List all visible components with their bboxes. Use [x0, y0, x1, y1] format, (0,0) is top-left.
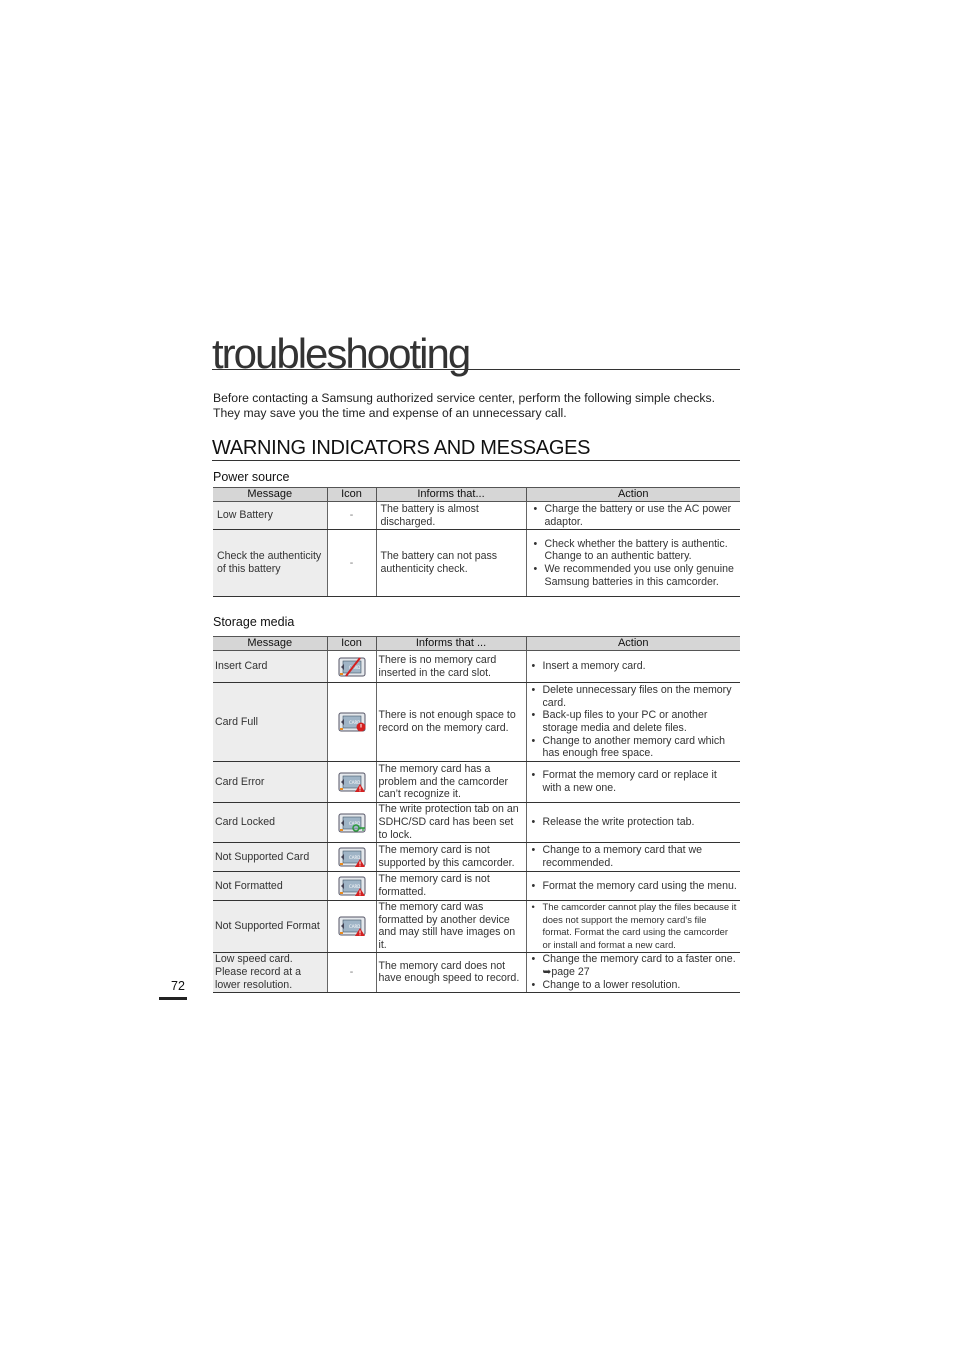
message-cell: Not Formatted: [213, 872, 327, 901]
icon-cell: [327, 683, 376, 762]
message-cell: Low speed card. Please record at a lower resolution.: [213, 952, 327, 992]
card-warning-icon: [338, 876, 366, 896]
icon-cell: [327, 651, 376, 683]
header-message: Message: [213, 488, 327, 502]
icon-cell: [327, 872, 376, 901]
action-item: • Charge the battery or use the AC power adaptor.: [531, 503, 739, 528]
action-item: • Change to a memory card that we recommended.: [529, 844, 739, 869]
message-cell: Card Full: [213, 683, 327, 762]
action-cell: [526, 530, 740, 597]
power-source-table: [213, 487, 740, 597]
title-rule: [212, 369, 740, 370]
page-title: troubleshooting: [212, 330, 470, 377]
storage-media-heading: Storage media: [213, 615, 295, 629]
message-cell: Insert Card: [213, 651, 327, 683]
table-row: [213, 901, 740, 953]
card-warning-icon: [338, 847, 366, 867]
action-cell: [526, 803, 740, 843]
informs-cell: There is no memory card inserted in the card slot.: [376, 651, 526, 683]
header-icon: Icon: [327, 488, 376, 502]
card-slash-icon: [338, 657, 366, 677]
icon-cell: [327, 762, 376, 803]
table-row: [213, 502, 740, 530]
card-full-icon: [338, 712, 366, 732]
icon-cell: [327, 901, 376, 953]
action-item: • We recommended you use only genuine Samsung batteries in this camcorder.: [531, 563, 739, 588]
table-row: [213, 872, 740, 901]
power-source-heading: Power source: [213, 470, 290, 484]
icon-cell: -: [327, 530, 376, 597]
informs-cell: The battery can not pass authenticity check.: [376, 530, 526, 597]
table-row: [213, 530, 740, 597]
informs-cell: The memory card is not supported by this camcorder.: [376, 843, 526, 872]
table-row: [213, 683, 740, 762]
page-number-bar: [159, 997, 187, 1000]
table-row: [213, 952, 740, 992]
header-informs: Informs that...: [376, 488, 526, 502]
table-row: [213, 843, 740, 872]
action-item: • Change to a lower resolution.: [529, 979, 739, 992]
informs-cell: The battery is almost discharged.: [376, 502, 526, 530]
action-item: • Change the memory card to a faster one. ➥page 27: [529, 953, 739, 978]
page-number: 72: [171, 979, 185, 993]
storage-media-table: [213, 636, 740, 993]
table-row: [213, 762, 740, 803]
informs-cell: The memory card was formatted by another device and may still have images on it.: [376, 901, 526, 953]
icon-cell: [327, 803, 376, 843]
action-item: • Delete unnecessary files on the memory card.: [529, 684, 739, 709]
action-cell: [526, 502, 740, 530]
action-item: • Check whether the battery is authentic. Change to an authentic battery.: [531, 538, 739, 563]
action-item: • Format the memory card or replace it with a new one.: [529, 769, 739, 794]
informs-cell: There is not enough space to record on the memory card.: [376, 683, 526, 762]
action-cell: [526, 952, 740, 992]
section-rule: [212, 460, 740, 461]
icon-cell: -: [327, 502, 376, 530]
message-cell: Low Battery: [213, 502, 327, 530]
action-item: • Insert a memory card.: [529, 660, 739, 673]
action-cell: [526, 872, 740, 901]
informs-cell: The memory card does not have enough speed to record.: [376, 952, 526, 992]
action-item: • Change to another memory card which has enough free space.: [529, 735, 739, 760]
action-cell: [526, 901, 740, 953]
header-informs: Informs that ...: [376, 637, 526, 651]
informs-cell: The memory card has a problem and the camcorder can’t recognize it.: [376, 762, 526, 803]
message-cell: Card Locked: [213, 803, 327, 843]
action-item: • Back-up files to your PC or another storage media and delete files.: [529, 709, 739, 734]
action-item: • The camcorder cannot play the files because it does not support the memory card’s file format. Format the card using the camcorder or install and format a new card.: [529, 901, 739, 952]
intro-text: [213, 391, 743, 421]
card-locked-icon: [338, 813, 366, 833]
message-cell: Not Supported Format: [213, 901, 327, 953]
informs-cell: The memory card is not formatted.: [376, 872, 526, 901]
header-action: Action: [526, 637, 740, 651]
action-item: • Release the write protection tab.: [529, 816, 739, 829]
message-cell: Check the authenticity of this battery: [213, 530, 327, 597]
card-warning-icon: [338, 772, 366, 792]
action-cell: [526, 762, 740, 803]
table-row: [213, 803, 740, 843]
intro-line-2: They may save you the time and expense of an unnecessary call.: [213, 406, 567, 420]
message-cell: Not Supported Card: [213, 843, 327, 872]
action-cell: [526, 683, 740, 762]
action-cell: [526, 843, 740, 872]
intro-line-1: Before contacting a Samsung authorized service center, perform the following simple checks.: [213, 391, 715, 405]
table-row: [213, 651, 740, 683]
card-warning-icon: [338, 916, 366, 936]
action-cell: [526, 651, 740, 683]
header-action: Action: [526, 488, 740, 502]
header-icon: Icon: [327, 637, 376, 651]
icon-cell: -: [327, 952, 376, 992]
message-cell: Card Error: [213, 762, 327, 803]
table-header-row: [213, 637, 740, 651]
informs-cell: The write protection tab on an SDHC/SD card has been set to lock.: [376, 803, 526, 843]
table-header-row: [213, 488, 740, 502]
header-message: Message: [213, 637, 327, 651]
section-heading: WARNING INDICATORS AND MESSAGES: [212, 437, 591, 459]
action-item: • Format the memory card using the menu.: [529, 880, 739, 893]
icon-cell: [327, 843, 376, 872]
